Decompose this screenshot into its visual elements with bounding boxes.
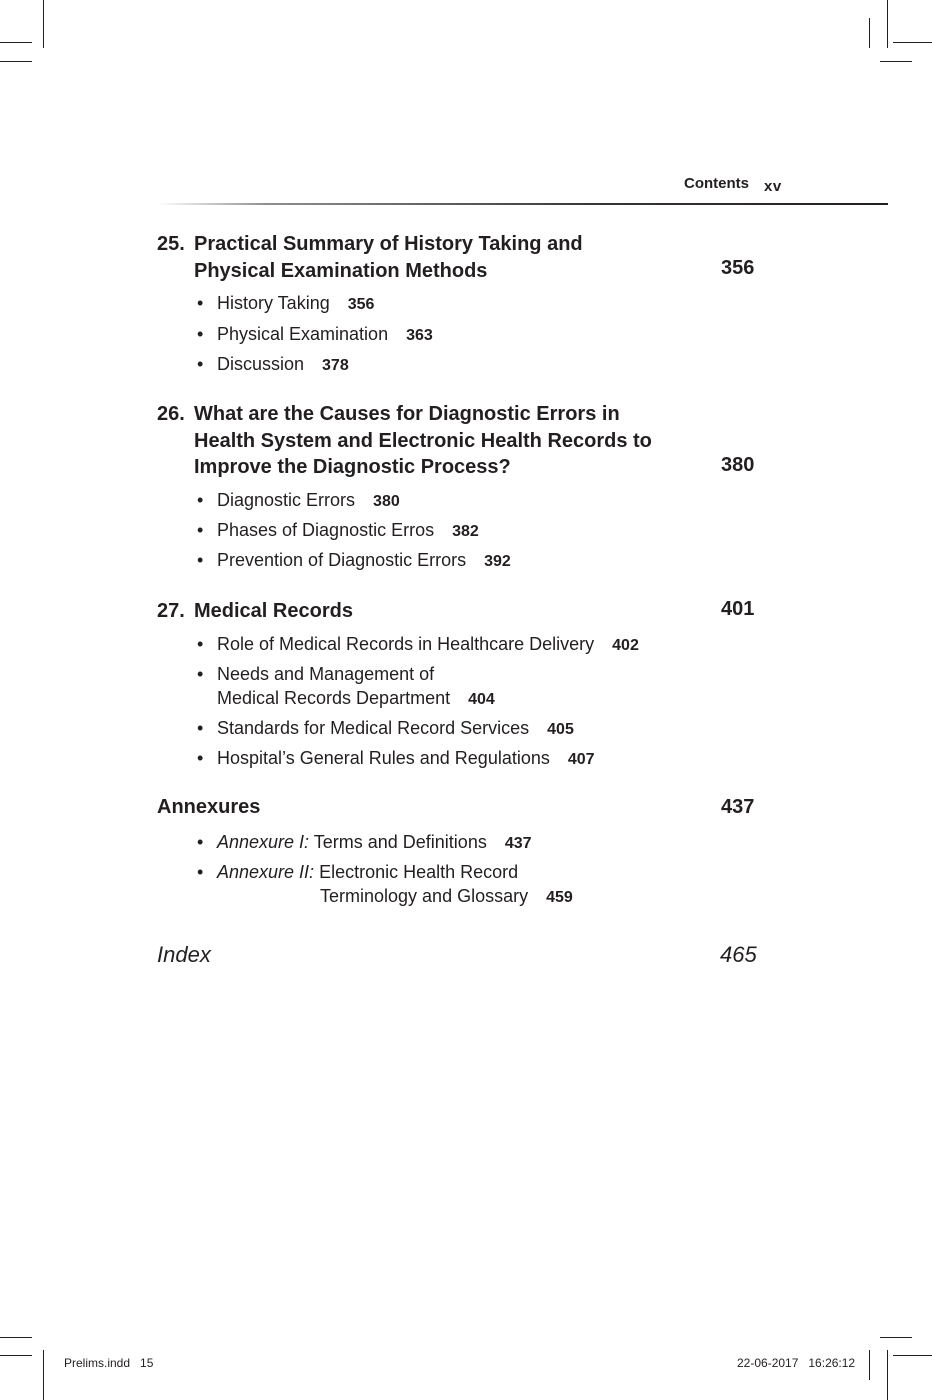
chapter-page-number: 401	[721, 598, 755, 620]
chapter-title	[194, 598, 714, 625]
crop-mark	[43, 0, 44, 48]
bullet: •	[197, 550, 204, 570]
toc-item-page: 392	[484, 553, 511, 570]
chapter-title-line: Improve the Diagnostic Process?	[194, 456, 511, 478]
toc-item-page: 382	[452, 523, 479, 540]
bullet: •	[197, 354, 204, 374]
toc-item-text: Diagnostic Errors	[217, 490, 356, 510]
toc-item-page: 437	[504, 835, 532, 852]
chapter-title	[194, 231, 714, 284]
bullet: •	[197, 634, 204, 654]
running-header-page-number: xv	[764, 178, 782, 195]
annexure-label: Annexure II:	[217, 862, 315, 882]
bullet: •	[197, 664, 204, 684]
bullet: •	[197, 832, 204, 852]
toc-index[interactable]: Index	[157, 942, 211, 967]
header-rule	[157, 203, 888, 205]
crop-mark	[869, 1350, 870, 1380]
chapter-number: 27.	[157, 600, 185, 622]
crop-mark	[893, 1355, 932, 1356]
toc-item-page: 363	[406, 327, 433, 344]
toc-item-page: 356	[347, 296, 375, 313]
bullet: •	[197, 293, 204, 313]
chapter-number: 25.	[157, 233, 185, 255]
crop-mark	[0, 1355, 32, 1356]
chapter-page-number: 380	[721, 454, 755, 476]
chapter-title	[194, 401, 714, 481]
chapter-title-line: Physical Examination Methods	[194, 259, 488, 282]
toc-item-text: Terms and Definitions	[313, 832, 487, 852]
toc-item-text: Physical Examination	[217, 324, 389, 344]
toc-item-text-line: Terminology and Glossary	[320, 886, 529, 906]
crop-mark	[0, 61, 32, 62]
toc-section-annexures[interactable]: Annexures	[157, 796, 261, 818]
toc-item-page: 402	[612, 637, 639, 654]
toc-item-text: Standards for Medical Record Services	[217, 718, 530, 738]
bullet: •	[197, 520, 204, 540]
toc-item-page: 404	[468, 691, 495, 708]
toc-item-page: 405	[547, 721, 574, 738]
bullet: •	[197, 748, 204, 768]
chapter-title-line: Practical Summary of History Taking and	[194, 233, 583, 255]
toc-item-text-line: Needs and Management of	[217, 664, 435, 684]
toc-item-page: 459	[546, 889, 573, 906]
bullet: •	[197, 718, 204, 738]
toc-chapter-25[interactable]	[157, 231, 717, 285]
crop-mark	[0, 1337, 32, 1338]
toc-item-text-line: Medical Records Department	[217, 688, 451, 708]
crop-mark	[893, 42, 932, 43]
chapter-title-line: Medical Records	[194, 600, 353, 622]
bullet: •	[197, 324, 204, 344]
running-header-label: Contents	[684, 175, 749, 192]
toc-item-text: Phases of Diagnostic Erros	[217, 520, 435, 540]
bullet: •	[197, 490, 204, 510]
toc-item-page: 407	[567, 751, 595, 768]
toc-item-page: 378	[322, 357, 349, 374]
toc-chapter-26[interactable]	[157, 401, 717, 481]
toc-chapter-27[interactable]	[157, 598, 717, 625]
toc-item-text: Discussion	[217, 354, 305, 374]
section-page-number: 437	[721, 796, 755, 818]
crop-mark	[880, 61, 912, 62]
toc-item-page: 380	[373, 493, 400, 510]
annexure-label: Annexure I:	[217, 832, 310, 852]
chapter-page-number: 356	[721, 257, 755, 279]
bullet: •	[197, 862, 204, 882]
toc-item-text: Prevention of Diagnostic Errors	[217, 550, 467, 570]
chapter-number: 26.	[157, 403, 185, 425]
crop-mark	[887, 0, 888, 48]
toc-item-text: Role of Medical Records in Healthcare Delivery	[217, 634, 595, 654]
chapter-title-line: What are the Causes for Diagnostic Errors in	[194, 403, 620, 425]
crop-mark	[43, 1350, 44, 1400]
chapter-title-line: Health System and Electronic Health Records to	[194, 429, 652, 452]
toc-item-text: History Taking	[217, 293, 330, 313]
index-page-number: 465	[720, 942, 757, 967]
crop-mark	[880, 1337, 912, 1338]
toc-item-text: Hospital’s General Rules and Regulations	[217, 748, 550, 768]
crop-mark	[0, 42, 32, 43]
toc-item-text-line: Electronic Health Record	[319, 862, 519, 882]
footer-timestamp: 22-06-2017 16:26:12	[737, 1356, 856, 1370]
crop-mark	[869, 18, 870, 48]
crop-mark	[887, 1350, 888, 1400]
footer-file-slug: Prelims.indd 15	[64, 1356, 154, 1370]
